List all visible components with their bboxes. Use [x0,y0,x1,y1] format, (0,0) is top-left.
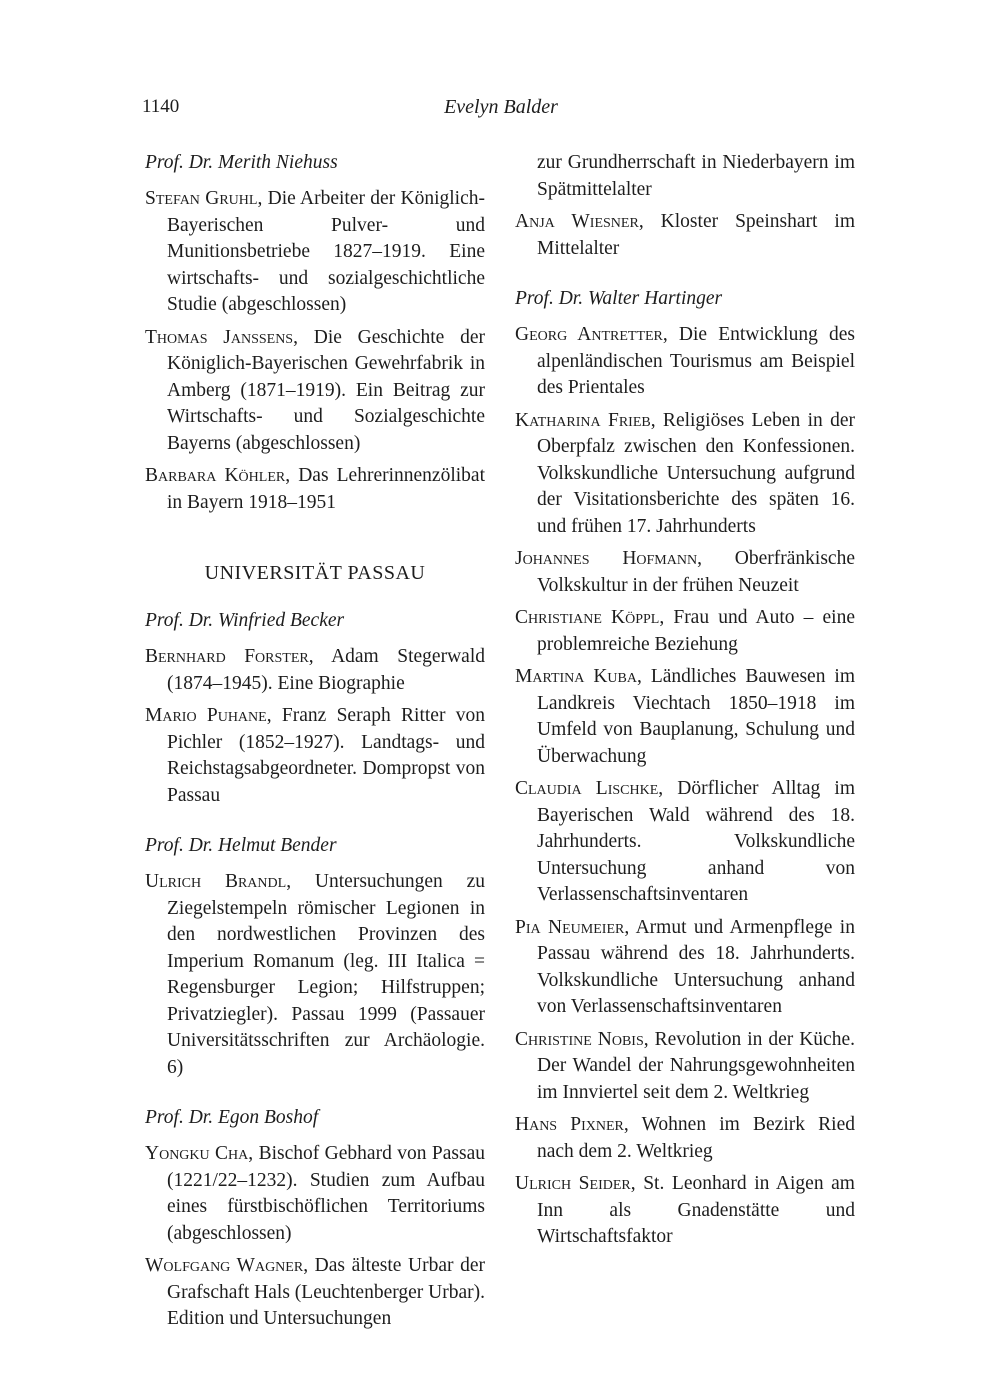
entry-author: Christine Nobis [515,1028,644,1050]
entry-author: Ulrich Brandl [145,871,287,892]
bibliography-entry [515,664,855,770]
professor-heading: Prof. Dr. Helmut Bender [145,835,337,856]
bibliography-entry [145,463,485,516]
bibliography-entry [515,209,855,262]
entry-title: , Kloster Speinshart im Mittelalter [537,211,855,259]
bibliography-entry [145,703,485,809]
entry-title: , Adam Stegerwald (1874–1945). Eine Biographie [167,646,485,694]
entry-author: Georg Antretter [515,324,663,345]
entry-author: Stefan Gruhl [145,188,258,209]
bibliography-entry [515,322,855,402]
entry-title: , Die Geschichte der Königlich-Bayerischen Gewehrfabrik in Amberg (1871–1919). Ein Beitrag zur Wirtschafts- und Sozialgeschichte Bayerns (abgeschlossen) [167,326,485,454]
page-number: 1140 [142,96,180,117]
entry-title: , Die Entwicklung des alpenländischen Tourismus am Beispiel des Prientales [537,324,855,398]
professor-heading: Prof. Dr. Winfried Becker [145,610,345,631]
entry-author: Thomas Janssens [145,326,294,348]
entry-author: Hans Pixner [515,1114,624,1135]
bibliography-entry [515,408,855,541]
bibliography-entry [515,546,855,599]
running-head: Evelyn Balder [444,96,558,118]
bibliography-entry [145,644,485,697]
entry-title: , Frau und Auto – eine problemreiche Beziehung [537,607,855,655]
entry-title: , St. Leonhard in Aigen am Inn als Gnadenstätte und Wirtschaftsfaktor [537,1173,855,1247]
professor-heading: Prof. Dr. Walter Hartinger [515,288,723,309]
entry-title: , Dörflicher Alltag im Bayerischen Wald während des 18. Jahrhunderts. Volkskundliche Untersuchung anhand von Verlassenschaftsinventaren [537,778,855,905]
entry-title: , Religiöses Leben in der Oberpfalz zwischen den Konfessionen. Volkskundliche Untersuchung aufgrund der Visitationsberichte des späten 16. und frühen 17. Jahrhunderts [537,409,855,537]
entry-title: , Armut und Armenpflege in Passau während des 18. Jahrhunderts. Volkskundliche Untersuchung anhand von Verlassenschaftsinventaren [537,916,855,1017]
bibliography-entry [145,869,485,1081]
page-header [142,96,860,126]
entry-title: , Ländliches Bauwesen im Landkreis Viechtach 1850–1918 im Umfeld von Bauplanung, Schulung und Überwachung [537,666,855,767]
bibliography-entry [515,1171,855,1251]
entry-title: , Oberfränkische Volkskultur in der frühen Neuzeit [537,548,855,596]
entry-title: , Franz Seraph Ritter von Pichler (1852–1927). Landtags- und Reichstagsabgeordneter. Dompropst von Passau [167,705,485,806]
entry-author: Martina Kuba [515,666,637,687]
right-column [515,150,855,1257]
entry-author: Anja Wiesner [515,211,639,232]
entry-title: , Untersuchungen zu Ziegelstempeln römischer Legionen in den nordwestlichen Provinzen des Imperium Romanum (leg. III Italica = Regensburger Legion; Hilfstruppen; Privatziegler). Passau 1999 (Passauer Universitätsschriften zur Archäologie. 6) [167,871,486,1078]
institution-heading: UNIVERSITÄT PASSAU [204,562,426,584]
professor-heading: Prof. Dr. Egon Boshof [145,1107,319,1128]
entry-author: Wolfgang Wagner [145,1255,304,1276]
bibliography-entry [145,1253,485,1333]
entry-author: Johannes Hofmann [515,548,698,569]
entry-author: Claudia Lischke [515,778,659,799]
entry-author: Katharina Frieb [515,409,651,431]
bibliography-entry [515,1112,855,1165]
entry-author: Christiane Köppl [515,607,660,628]
entry-title: , Bischof Gebhard von Passau (1221/22–1232). Studien zum Aufbau eines fürstbischöflichen Territoriums (abgeschlossen) [167,1143,485,1244]
entry-author: Mario Puhane [145,705,267,726]
entry-author: Pia Neumeier [515,916,625,938]
bibliography-entry [515,915,855,1021]
entry-title: , Wohnen im Bezirk Ried nach dem 2. Weltkrieg [537,1114,855,1162]
entry-title: , Das älteste Urbar der Grafschaft Hals (Leuchtenberger Urbar). Edition und Untersuchungen [167,1255,485,1329]
entry-author: Bernhard Forster [145,646,309,667]
entry-author: Yongku Cha [145,1143,249,1164]
entry-author: Barbara Köhler [145,465,286,486]
bibliography-entry [515,776,855,909]
bibliography-entry [515,605,855,658]
entry-title: , Das Lehrerinnenzölibat in Bayern 1918–1951 [167,465,485,513]
bibliography-entry [145,1141,485,1247]
entry-title: , Die Arbeiter der Königlich-Bayerischen Pulver- und Munitionsbetriebe 1827–1919. Eine wirtschafts- und sozialgeschichtliche Studie (abgeschlossen) [167,188,486,315]
professor-heading: Prof. Dr. Merith Niehuss [145,152,338,173]
entry-author: Ulrich Seider [515,1173,631,1194]
bibliography-entry [145,325,485,458]
bibliography-entry [145,186,485,319]
left-column [145,150,485,1339]
entry-title: , Revolution in der Küche. Der Wandel der Nahrungsgewohnheiten im Innviertel seit dem 2. Weltkrieg [537,1028,855,1103]
bibliography-entry [515,1027,855,1107]
entry-continuation: zur Grundherrschaft in Niederbayern im Spätmittelalter [537,152,855,200]
